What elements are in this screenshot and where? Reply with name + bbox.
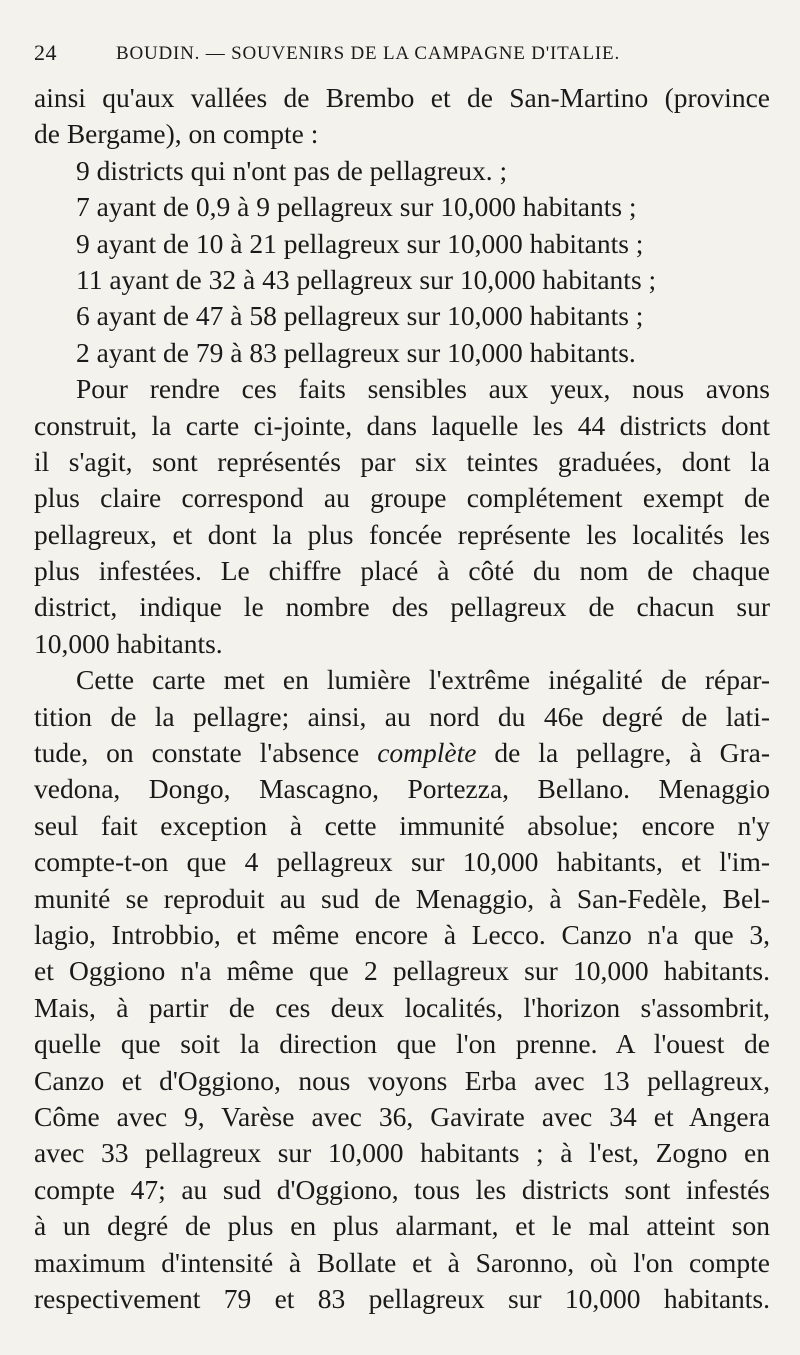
text-line: il s'agit, sont représentés par six teintes graduées, dont la [34,445,770,477]
list-item: 9 districts qui n'ont pas de pellagreux. ; [76,154,508,186]
text-line: 10,000 habitants. [34,627,223,659]
text-line: plus infestées. Le chiffre placé à côté du nom de chaque [34,555,770,587]
text-line: construit, la carte ci-jointe, dans laquelle les 44 districts dont [34,409,770,441]
list-item: 2 ayant de 79 à 83 pellagreux sur 10,000 habitants. [76,336,636,368]
list-item: 7 ayant de 0,9 à 9 pellagreux sur 10,000 habitants ; [76,191,637,223]
text-line-with-italic [34,735,770,771]
text-line: et Oggiono n'a même que 2 pellagreux sur 10,000 habitants. [34,955,770,987]
text-line: Côme avec 9, Varèse avec 36, Gavirate avec 34 et Angera [34,1100,770,1132]
page-number: 24 [34,40,57,65]
text-line: respectivement 79 et 83 pellagreux sur 10,000 habitants. [34,1282,770,1314]
paragraph-start: Cette carte met en lumière l'extrême inégalité de répar- [76,664,770,696]
text-line: Canzo et d'Oggiono, nous voyons Erba avec 13 pellagreux, [34,1064,770,1096]
text-line: Mais, à partir de ces deux localités, l'horizon s'assombrit, [34,991,770,1023]
running-title: BOUDIN. — SOUVENIRS DE LA CAMPAGNE D'ITALIE. [116,43,621,64]
text-line: maximum d'intensité à Bollate et à Saronno, où l'on compte [34,1246,770,1278]
paragraph-start: Pour rendre ces faits sensibles aux yeux, nous avons [76,373,770,405]
text-line: de Bergame), on compte : [34,118,319,150]
text-line: avec 33 pellagreux sur 10,000 habitants ; à l'est, Zogno en [34,1137,770,1169]
text-line: ainsi qu'aux vallées de Brembo et de San-Martino (province [34,82,770,113]
text-line: pellagreux, et dont la plus foncée représente les localités les [34,518,770,550]
text-body [34,80,770,1317]
italic-emphasis: complète [377,737,477,769]
text-line: plus claire correspond au groupe complétement exempt de [34,482,770,514]
list-item: 6 ayant de 47 à 58 pellagreux sur 10,000 habitants ; [76,300,644,332]
text-line: quelle que soit la direction que l'on prenne. A l'ouest de [34,1028,770,1060]
text-line: lagio, Introbbio, et même encore à Lecco. Canzo n'a que 3, [34,918,770,950]
text-line: tition de la pellagre; ainsi, au nord du 46e degré de lati- [34,700,770,732]
text-line: compte-t-on que 4 pellagreux sur 10,000 habitants, et l'im- [34,846,770,878]
text-line: compte 47; au sud d'Oggiono, tous les districts sont infestés [34,1173,770,1205]
text-segment: tude, on constate l'absence [34,737,378,769]
text-line: à un degré de plus en plus alarmant, et le mal atteint son [34,1210,770,1242]
text-line: district, indique le nombre des pellagreux de chacun sur [34,591,770,623]
list-item: 9 ayant de 10 à 21 pellagreux sur 10,000 habitants ; [76,227,644,259]
text-line: seul fait exception à cette immunité absolue; encore n'y [34,809,770,841]
text-segment: de la pellagre, à Gra- [476,737,770,769]
text-line: vedona, Dongo, Mascagno, Portezza, Bellano. Menaggio [34,773,770,805]
running-header [34,40,774,70]
list-item: 11 ayant de 32 à 43 pellagreux sur 10,000 habitants ; [76,263,657,295]
text-line: munité se reproduit au sud de Menaggio, à San-Fedèle, Bel- [34,882,770,914]
